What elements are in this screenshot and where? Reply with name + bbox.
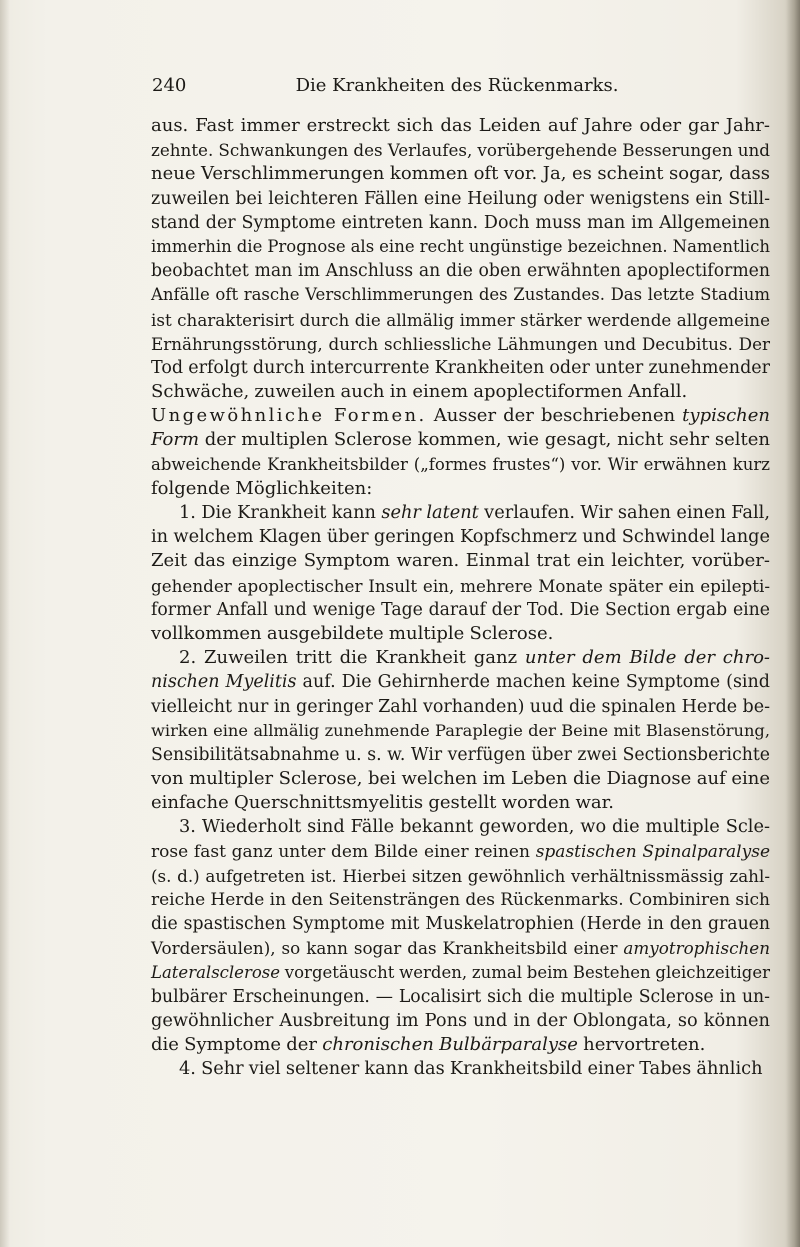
text-run: wirken eine allmälig zunehmende Paraplegie der Beine mit Blasenstörung, <box>151 720 770 740</box>
text-line <box>151 840 770 864</box>
text-run: zuweilen bei leichteren Fällen eine Heilung oder wenigstens ein Still- <box>151 188 770 209</box>
italic-run: Lateralsclerose <box>151 962 280 982</box>
text-line <box>151 936 770 960</box>
text-run: in welchem Klagen über geringen Kopfschmerz und Schwindel lange <box>151 527 770 548</box>
text-run: neue Verschlimmerungen kommen oft vor. Ja, es scheint sogar, dass <box>151 163 770 185</box>
text-line <box>151 815 770 839</box>
text-line <box>151 670 770 694</box>
text-line <box>151 549 770 573</box>
text-line <box>151 501 770 525</box>
text-line <box>151 767 770 791</box>
italic-run: amyotrophischen <box>623 938 770 959</box>
text-line <box>151 574 770 598</box>
text-line <box>151 695 770 719</box>
text-line <box>151 961 770 985</box>
text-run: 2. Zuweilen tritt die Krankheit ganz <box>179 647 525 669</box>
text-run: immerhin die Prognose als eine recht ungünstige bezeichnen. Namentlich <box>151 236 770 256</box>
page-number: 240 <box>152 75 187 96</box>
text-line <box>151 283 770 307</box>
text-run: auf. Die Gehirnherde machen keine Symptome (sind <box>296 672 770 693</box>
text-line <box>151 864 770 888</box>
text-line <box>151 1033 770 1057</box>
text-line <box>151 114 770 138</box>
text-line <box>151 138 770 162</box>
text-line <box>151 332 770 356</box>
body-text <box>151 114 770 1082</box>
text-run: 4. Sehr viel seltener kann das Krankheitsbild einer Tabes ähnlich <box>179 1059 763 1080</box>
italic-run: chronischen Bulbärparalyse <box>322 1034 578 1056</box>
text-line <box>151 719 770 743</box>
text-line <box>151 1009 770 1033</box>
text-run: stand der Symptome eintreten kann. Doch muss man im Allgemeinen <box>151 212 770 233</box>
text-line <box>151 211 770 235</box>
text-run: Schwäche, zuweilen auch in einem apoplectiformen Anfall. <box>151 381 688 403</box>
text-run: vollkommen ausgebildete multiple Sclerose. <box>151 622 554 644</box>
page-header <box>152 74 762 100</box>
text-run: vielleicht nur in geringer Zahl vorhanden) uud die spinalen Herde be- <box>151 696 770 717</box>
page-edge-shadow <box>786 0 800 1247</box>
text-run: der multiplen Sclerose kommen, wie gesagt, nicht sehr selten <box>199 429 770 451</box>
text-run: former Anfall und wenige Tage darauf der Tod. Die Section ergab eine <box>151 599 770 620</box>
text-line <box>151 380 770 404</box>
text-run: (s. d.) aufgetreten ist. Hierbei sitzen gewöhnlich verhältnissmässig zahl- <box>151 865 770 886</box>
text-line <box>151 453 770 477</box>
text-run: Ernährungsstörung, durch schliessliche Lähmungen und Decubitus. Der <box>151 333 770 354</box>
text-line <box>151 888 770 912</box>
text-line <box>151 525 770 549</box>
page-gutter-shadow <box>0 0 10 1247</box>
text-run: folgende Möglichkeiten: <box>151 477 373 499</box>
text-run: gehender apoplectischer Insult ein, mehrere Monate später ein epilepti- <box>151 575 770 596</box>
text-line <box>151 477 770 501</box>
text-line <box>151 1057 770 1081</box>
text-line <box>151 428 770 452</box>
text-run: Sensibilitätsabnahme u. s. w. Wir verfügen über zwei Sectionsberichte <box>151 744 770 765</box>
text-run: die spastischen Symptome mit Muskelatrophien (Herde in den grauen <box>151 914 770 935</box>
text-run: vorgetäuscht werden, zumal beim Bestehen gleichzeitiger <box>280 962 770 982</box>
italic-run: unter dem Bilde der chro- <box>524 647 771 669</box>
text-line <box>151 646 770 670</box>
text-line <box>151 985 770 1009</box>
text-line <box>151 791 770 815</box>
text-line <box>151 356 770 380</box>
text-run: abweichende Krankheitsbilder („formes frustes“) vor. Wir erwähnen kurz <box>151 454 770 474</box>
italic-run: sehr latent <box>381 503 479 523</box>
text-run: gewöhnlicher Ausbreitung im Pons und in der Oblongata, so können <box>151 1010 770 1031</box>
text-run: Vordersäulen), so kann sogar das Krankheitsbild einer <box>151 938 624 959</box>
running-head: Die Krankheiten des Rückenmarks. <box>295 75 619 96</box>
text-run: einfache Querschnittsmyelitis gestellt worden war. <box>151 792 614 814</box>
text-run: 1. Die Krankheit kann <box>179 503 382 523</box>
text-run: zehnte. Schwankungen des Verlaufes, vorübergehende Besserungen und <box>151 140 770 161</box>
text-line <box>151 259 770 283</box>
text-line <box>151 162 770 186</box>
text-run: Zeit das einzige Symptom waren. Einmal trat ein leichter, vorüber- <box>151 550 770 572</box>
text-run: ist charakterisirt durch die allmälig immer stärker werdende allgemeine <box>151 309 770 330</box>
text-run: reiche Herde in den Seitensträngen des Rückenmarks. Combiniren sich <box>151 890 770 910</box>
text-line <box>151 308 770 332</box>
italic-run: spastischen Spinalparalyse <box>535 841 770 862</box>
text-run: 3. Wiederholt sind Fälle bekannt geworden, wo die multiple Scle- <box>179 817 770 838</box>
text-line <box>151 187 770 211</box>
text-run: aus. Fast immer erstreckt sich das Leiden auf Jahre oder gar Jahr- <box>151 115 770 136</box>
italic-run: Form <box>151 429 200 451</box>
text-run: Tod erfolgt durch intercurrente Krankheiten oder unter zunehmender <box>151 357 770 378</box>
text-run: Ausser der beschriebenen <box>426 405 683 427</box>
text-line <box>151 235 770 259</box>
italic-run: nischen Myelitis <box>151 672 297 693</box>
text-run: von multipler Sclerose, bei welchen im Leben die Diagnose auf eine <box>151 768 770 790</box>
text-line <box>151 912 770 936</box>
text-line <box>151 622 770 646</box>
text-line <box>151 743 770 767</box>
text-line <box>151 404 770 428</box>
italic-run: typischen <box>682 405 771 427</box>
text-run: die Symptome der <box>151 1034 323 1056</box>
text-run: Anfälle oft rasche Verschlimmerungen des Zustandes. Das letzte Stadium <box>151 285 770 305</box>
text-run: verlaufen. Wir sahen einen Fall, <box>478 503 770 523</box>
text-run: hervortreten. <box>577 1034 706 1056</box>
text-run: rose fast ganz unter dem Bilde einer reinen <box>151 841 536 862</box>
text-run: bulbärer Erscheinungen. — Localisirt sich die multiple Sclerose in un- <box>151 986 770 1007</box>
text-run: beobachtet man im Anschluss an die oben erwähnten apoplectiformen <box>151 261 770 282</box>
text-line <box>151 598 770 622</box>
spaced-heading-run: Ungewöhnliche Formen. <box>151 405 427 427</box>
